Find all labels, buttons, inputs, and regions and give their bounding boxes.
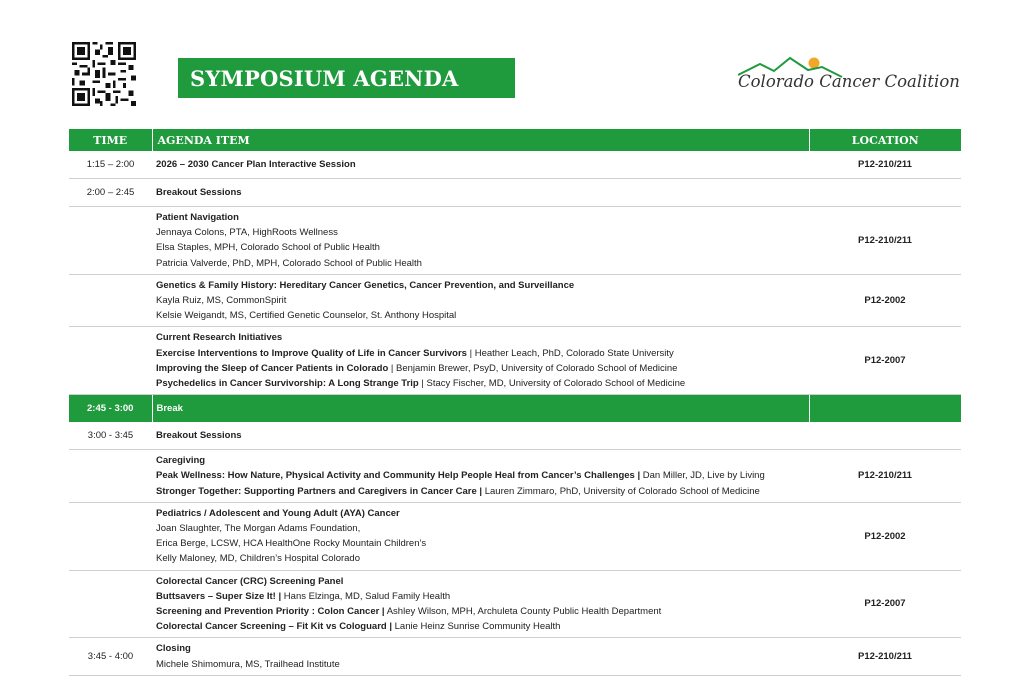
talk bbox=[156, 376, 809, 391]
talk-speaker: | Heather Leach, PhD, Colorado State University bbox=[466, 347, 674, 359]
row-location: P12-210/211 bbox=[809, 450, 961, 503]
row-session bbox=[152, 327, 809, 395]
row-time bbox=[69, 450, 152, 503]
col-agenda-item: AGENDA ITEM bbox=[152, 129, 809, 151]
talk bbox=[156, 484, 809, 499]
talk-title: Psychedelics in Cancer Survivorship: A Long Strange Trip bbox=[156, 378, 419, 390]
talk bbox=[156, 604, 809, 619]
table-row bbox=[69, 274, 961, 327]
row-session bbox=[152, 570, 809, 638]
talk-speaker: Lauren Zimmaro, PhD, University of Colorado School of Medicine bbox=[482, 485, 760, 497]
row-location bbox=[809, 422, 961, 450]
talk bbox=[156, 589, 809, 604]
row-time bbox=[69, 502, 152, 570]
table-row bbox=[69, 179, 961, 207]
talk-title: Colorectal Cancer Screening – Fit Kit vs Cologuard | bbox=[156, 621, 392, 633]
row-time: 1:15 – 2:00 bbox=[69, 151, 152, 179]
row-location: P12-210/211 bbox=[809, 151, 961, 179]
table-row bbox=[69, 570, 961, 638]
speaker: Patricia Valverde, PhD, MPH, Colorado School of Public Health bbox=[156, 257, 422, 269]
row-location: P12-2007 bbox=[809, 570, 961, 638]
row-title: 2026 – 2030 Cancer Plan Interactive Session bbox=[152, 151, 809, 179]
session-title: Colorectal Cancer (CRC) Screening Panel bbox=[156, 575, 344, 587]
row-location: P12-210/211 bbox=[809, 638, 961, 675]
talk bbox=[156, 346, 809, 361]
talk bbox=[156, 619, 809, 634]
row-title: Breakout Sessions bbox=[152, 422, 809, 450]
speaker: Kelsie Weigandt, MS, Certified Genetic Counselor, St. Anthony Hospital bbox=[156, 310, 457, 322]
row-title: Break bbox=[152, 395, 809, 423]
row-session bbox=[152, 638, 809, 675]
table-header bbox=[69, 129, 961, 151]
session-title: Current Research Initiatives bbox=[156, 332, 283, 344]
agenda-table bbox=[69, 129, 961, 676]
talk-speaker: Ashley Wilson, MPH, Archuleta County Public Health Department bbox=[384, 606, 662, 618]
page-title: SYMPOSIUM AGENDA bbox=[190, 65, 459, 91]
row-location: P12-2002 bbox=[809, 274, 961, 327]
row-title: Breakout Sessions bbox=[152, 179, 809, 207]
row-location: P12-2007 bbox=[809, 327, 961, 395]
row-time: 2:45 - 3:00 bbox=[69, 395, 152, 423]
row-location bbox=[809, 179, 961, 207]
talk-speaker: Dan Miller, JD, Live by Living bbox=[640, 470, 765, 482]
talk-title: Peak Wellness: How Nature, Physical Activity and Community Help People Heal from Cancer’s Challenges | bbox=[156, 470, 641, 482]
break-row bbox=[69, 395, 961, 423]
row-location: P12-2002 bbox=[809, 502, 961, 570]
row-session bbox=[152, 502, 809, 570]
col-location: LOCATION bbox=[809, 129, 961, 151]
qr-code-icon bbox=[72, 42, 136, 106]
session-title: Pediatrics / Adolescent and Young Adult (AYA) Cancer bbox=[156, 507, 400, 519]
table-row bbox=[69, 638, 961, 675]
session-title: Genetics & Family History: Hereditary Cancer Genetics, Cancer Prevention, and Surveillance bbox=[156, 279, 575, 291]
talk-title: Screening and Prevention Priority : Colon Cancer | bbox=[156, 606, 385, 618]
title-banner bbox=[178, 58, 515, 98]
row-location bbox=[809, 395, 961, 423]
table-row bbox=[69, 502, 961, 570]
logo-text: Colorado Cancer Coalition bbox=[738, 72, 960, 91]
row-time bbox=[69, 207, 152, 275]
table-row bbox=[69, 422, 961, 450]
row-location: P12-210/211 bbox=[809, 207, 961, 275]
row-time: 3:45 - 4:00 bbox=[69, 638, 152, 675]
talk-title: Stronger Together: Supporting Partners and Caregivers in Cancer Care | bbox=[156, 485, 483, 497]
col-time: TIME bbox=[69, 129, 152, 151]
talk-title: Improving the Sleep of Cancer Patients in Colorado bbox=[156, 362, 389, 374]
session-title: Closing bbox=[156, 643, 191, 655]
talk-title: Exercise Interventions to Improve Quality of Life in Cancer Survivors bbox=[156, 347, 467, 359]
talk-speaker: Lanie Heinz Sunrise Community Health bbox=[392, 621, 561, 633]
session-title: Patient Navigation bbox=[156, 212, 239, 223]
talk-speaker: | Stacy Fischer, MD, University of Colorado School of Medicine bbox=[418, 378, 686, 390]
speaker: Elsa Staples, MPH, Colorado School of Public Health bbox=[156, 242, 380, 254]
speaker: Kayla Ruiz, MS, CommonSpirit bbox=[156, 295, 287, 307]
speaker: Michele Shimomura, MS, Trailhead Institute bbox=[156, 658, 340, 670]
logo bbox=[738, 54, 960, 98]
row-session bbox=[152, 274, 809, 327]
speaker: Erica Berge, LCSW, HCA HealthOne Rocky Mountain Children’s bbox=[156, 538, 427, 550]
speaker: Jennaya Colons, PTA, HighRoots Wellness bbox=[156, 227, 338, 239]
table-row bbox=[69, 207, 961, 275]
talk bbox=[156, 468, 809, 483]
row-time bbox=[69, 327, 152, 395]
talk-title: Buttsavers – Super Size It! | bbox=[156, 590, 282, 602]
session-title: Caregiving bbox=[156, 455, 206, 467]
row-time: 3:00 - 3:45 bbox=[69, 422, 152, 450]
table-row bbox=[69, 327, 961, 395]
row-time bbox=[69, 570, 152, 638]
table-row bbox=[69, 151, 961, 179]
row-time: 2:00 – 2:45 bbox=[69, 179, 152, 207]
row-session bbox=[152, 450, 809, 503]
table-row bbox=[69, 450, 961, 503]
talk-speaker: | Benjamin Brewer, PsyD, University of Colorado School of Medicine bbox=[388, 362, 678, 374]
speaker: Kelly Maloney, MD, Children’s Hospital Colorado bbox=[156, 553, 360, 565]
speaker: Joan Slaughter, The Morgan Adams Foundation, bbox=[156, 523, 361, 535]
talk-speaker: Hans Elzinga, MD, Salud Family Health bbox=[281, 590, 451, 602]
row-time bbox=[69, 274, 152, 327]
row-session bbox=[152, 207, 809, 275]
talk bbox=[156, 361, 809, 376]
